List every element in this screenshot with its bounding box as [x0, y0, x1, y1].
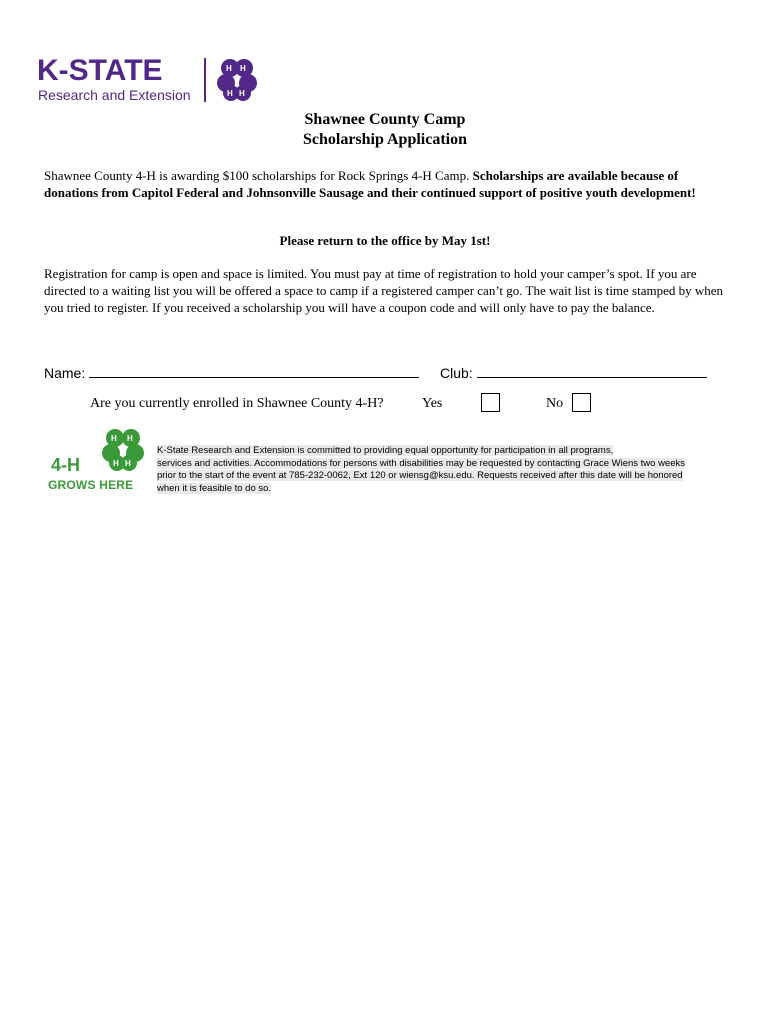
grows-here-text: GROWS HERE [48, 478, 134, 492]
intro-bold-text: Scholarships are available because of donations from Capitol Federal and Johnsonville Sausage and their continued support of positive youth development! [44, 168, 696, 200]
svg-text:H: H [111, 434, 117, 443]
4h-text: 4-H [51, 455, 81, 475]
disclaimer-line-3: prior to the start of the event at 785-232-0062, Ext 120 or wiensg@ksu.edu. Requests received after this date will be honored [157, 470, 683, 481]
registration-paragraph: Registration for camp is open and space is limited. You must pay at time of registration to hold your camper’s spot. If you are directed to a waiting list you will be offered a space to camp if a registered camper can’t go. The wait list is time stamped by when you tried to register. If you received a scholarship you will have a coupon code and will only have to pay the balance. [44, 266, 724, 315]
svg-text:H: H [113, 459, 119, 468]
svg-text:H: H [127, 434, 133, 443]
name-field [44, 363, 419, 381]
svg-text:H: H [239, 89, 245, 98]
svg-text:H: H [240, 64, 246, 73]
svg-text:H: H [226, 64, 232, 73]
no-checkbox[interactable] [572, 393, 591, 412]
disclaimer-line-1: K-State Research and Extension is committed to providing equal opportunity for participation in all programs, [157, 445, 614, 456]
yes-checkbox[interactable] [481, 393, 500, 412]
kstate-wordmark: K-STATE [37, 54, 163, 87]
kstate-subtitle: Research and Extension [38, 87, 191, 103]
page-subtitle: Scholarship Application [302, 131, 468, 148]
return-deadline: Please return to the office by May 1st! [279, 233, 491, 248]
4h-grows-here-logo [48, 426, 152, 492]
svg-text:H: H [227, 89, 233, 98]
name-label: Name: [44, 365, 86, 381]
enrolled-question: Are you currently enrolled in Shawnee County 4-H? [90, 396, 384, 411]
disclaimer-line-2: services and activities. Accommodations for persons with disabilities may be requested by contacting Grace Wiens two weeks [157, 457, 686, 469]
club-label: Club: [440, 365, 473, 381]
page-title: Shawnee County Camp [304, 111, 466, 128]
disclaimer-line-4: when it is feasible to do so. [157, 482, 272, 494]
intro-plain-text: Shawnee County 4-H is awarding $100 scholarships for Rock Springs 4-H Camp. [44, 168, 473, 183]
club-field [440, 363, 707, 381]
4h-green-clover-icon [98, 426, 148, 474]
logo-divider [204, 58, 206, 102]
4h-clover-icon [213, 55, 261, 103]
yes-label: Yes [422, 396, 443, 411]
disclaimer [157, 445, 727, 495]
name-input-line[interactable] [89, 363, 419, 378]
svg-text:H: H [125, 459, 131, 468]
no-label: No [546, 396, 564, 411]
club-input-line[interactable] [477, 363, 707, 378]
intro-paragraph [44, 167, 726, 201]
